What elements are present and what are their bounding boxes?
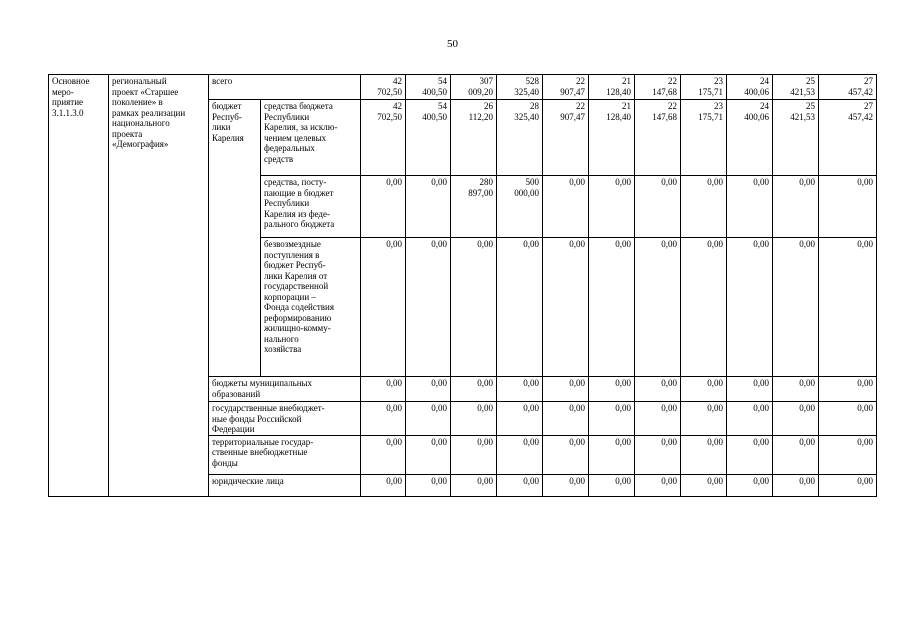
amount-cell: 27 457,42 [819,75,877,100]
amount-cell: 42 702,50 [361,75,406,100]
amount-cell: 22 147,68 [635,100,681,176]
amount-cell: 21 128,40 [589,100,635,176]
table-row [49,75,877,100]
amount-cell: 0,00 [406,402,451,436]
amount-cell: 500 000,00 [497,176,543,238]
amount-cell: 307 009,20 [451,75,497,100]
amount-cell: 0,00 [543,402,589,436]
source-label-cell: бюджеты муниципальных образований [209,377,361,402]
amount-cell: 0,00 [361,435,406,474]
amount-cell: 0,00 [681,176,727,238]
amount-cell: 0,00 [361,377,406,402]
amount-cell: 0,00 [635,474,681,496]
amount-cell: 54 400,50 [406,75,451,100]
amount-cell: 0,00 [497,474,543,496]
amount-cell: 0,00 [589,402,635,436]
amount-cell: 54 400,50 [406,100,451,176]
amount-cell: 0,00 [819,435,877,474]
amount-cell: 0,00 [497,402,543,436]
amount-cell: 0,00 [727,238,773,377]
amount-cell: 42 702,50 [361,100,406,176]
amount-cell: 23 175,71 [681,100,727,176]
amount-cell: 22 907,47 [543,100,589,176]
source-label-cell: безвозмездные поступления в бюджет Респуб- лики Карелия от государственной корпорации – Фонда содействия реформированию жилищно-комму- нального хозяйства [261,238,361,377]
source-label-cell: территориальные государ- ственные внебюджетные фонды [209,435,361,474]
amount-cell: 28 325,40 [497,100,543,176]
amount-cell: 0,00 [727,435,773,474]
amount-cell: 22 907,47 [543,75,589,100]
amount-cell: 0,00 [406,377,451,402]
amount-cell: 0,00 [681,377,727,402]
source-label-cell: всего [209,75,361,100]
amount-cell: 0,00 [543,238,589,377]
amount-cell: 0,00 [681,435,727,474]
amount-cell: 0,00 [543,377,589,402]
amount-cell: 0,00 [635,377,681,402]
amount-cell: 24 400,06 [727,75,773,100]
amount-cell: 0,00 [681,402,727,436]
amount-cell: 22 147,68 [635,75,681,100]
amount-cell: 0,00 [451,402,497,436]
amount-cell: 0,00 [635,402,681,436]
page-number: 50 [447,38,458,50]
amount-cell: 0,00 [543,435,589,474]
amount-cell: 0,00 [635,435,681,474]
amount-cell: 0,00 [773,435,819,474]
amount-cell: 0,00 [451,377,497,402]
amount-cell: 0,00 [589,238,635,377]
amount-cell: 0,00 [635,176,681,238]
amount-cell: 0,00 [406,238,451,377]
amount-cell: 0,00 [361,176,406,238]
amount-cell: 0,00 [727,176,773,238]
amount-cell: 0,00 [727,377,773,402]
amount-cell: 0,00 [819,377,877,402]
event-label-cell: Основное меро- приятие 3.1.1.3.0 [49,75,109,497]
amount-cell: 25 421,53 [773,75,819,100]
amount-cell: 0,00 [451,238,497,377]
amount-cell: 25 421,53 [773,100,819,176]
amount-cell: 0,00 [681,474,727,496]
funding-table-body [49,75,877,497]
amount-cell: 0,00 [819,474,877,496]
amount-cell: 0,00 [773,402,819,436]
amount-cell: 0,00 [819,402,877,436]
amount-cell: 26 112,20 [451,100,497,176]
budget-group-cell: бюджет Респуб- лики Карелия [209,100,261,377]
amount-cell: 0,00 [361,474,406,496]
amount-cell: 0,00 [727,402,773,436]
amount-cell: 0,00 [451,474,497,496]
amount-cell: 0,00 [819,176,877,238]
amount-cell: 0,00 [635,238,681,377]
amount-cell: 21 128,40 [589,75,635,100]
amount-cell: 528 325,40 [497,75,543,100]
amount-cell: 0,00 [497,377,543,402]
source-label-cell: юридические лица [209,474,361,496]
amount-cell: 0,00 [589,435,635,474]
amount-cell: 0,00 [773,176,819,238]
amount-cell: 0,00 [406,176,451,238]
source-label-cell: государственные внебюджет- ные фонды Российской Федерации [209,402,361,436]
amount-cell: 23 175,71 [681,75,727,100]
funding-table [48,74,877,497]
source-label-cell: средства бюджета Республики Карелия, за исклю- чением целевых федеральных средств [261,100,361,176]
amount-cell: 0,00 [589,474,635,496]
amount-cell: 0,00 [543,474,589,496]
source-label-cell: средства, посту- пающие в бюджет Республики Карелия из феде- рального бюджета [261,176,361,238]
amount-cell: 0,00 [406,474,451,496]
amount-cell: 280 897,00 [451,176,497,238]
amount-cell: 0,00 [451,435,497,474]
amount-cell: 0,00 [361,238,406,377]
amount-cell: 27 457,42 [819,100,877,176]
amount-cell: 24 400,06 [727,100,773,176]
project-name-cell: региональный проект «Старшее поколение» в рамках реализации национального проекта «Демография» [109,75,209,497]
amount-cell: 0,00 [543,176,589,238]
amount-cell: 0,00 [589,176,635,238]
amount-cell: 0,00 [497,435,543,474]
amount-cell: 0,00 [361,402,406,436]
amount-cell: 0,00 [497,238,543,377]
amount-cell: 0,00 [406,435,451,474]
amount-cell: 0,00 [681,238,727,377]
amount-cell: 0,00 [589,377,635,402]
amount-cell: 0,00 [773,377,819,402]
amount-cell: 0,00 [727,474,773,496]
amount-cell: 0,00 [819,238,877,377]
amount-cell: 0,00 [773,474,819,496]
amount-cell: 0,00 [773,238,819,377]
